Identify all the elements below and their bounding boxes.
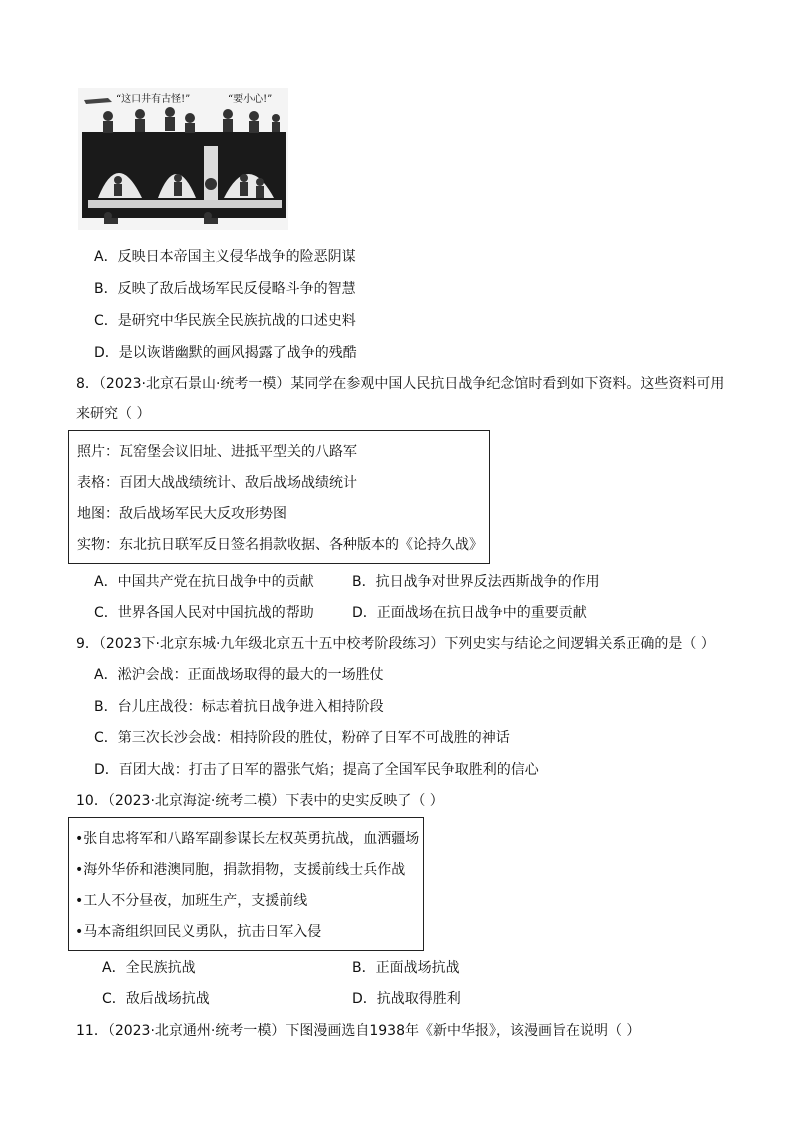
q10-option-b: B．正面战场抗战 [352, 960, 460, 976]
q7-option-c: C．是研究中华民族全民族抗战的口述史料 [94, 313, 356, 329]
q9-option-c: C．第三次长沙会战：相持阶段的胜仗，粉碎了日军不可战胜的神话 [94, 730, 510, 746]
q10-option-a: A．全民族抗战 [102, 960, 196, 976]
q10-material-4: •马本斋组织回民义勇队，抗击日军入侵 [75, 924, 322, 940]
q8-material-object: 实物：东北抗日联军反日签名捐款收据、各种版本的《论持久战》 [77, 537, 483, 553]
q9-option-a: A．淞沪会战：正面战场取得的最大的一场胜仗 [94, 667, 384, 683]
q8-option-b: B．抗日战争对世界反法西斯战争的作用 [352, 574, 600, 590]
q9-stem: 9．（2023下·北京东城·九年级北京五十五中校考阶段练习）下列史实与结论之间逻辑关系正确的是（ ） [76, 636, 715, 652]
q8-option-d: D．正面战场在抗日战争中的重要贡献 [352, 605, 587, 621]
q8-stem-line1: 8．（2023·北京石景山·统考一模）某同学在参观中国人民抗日战争纪念馆时看到如下资料。这些资料可用 [76, 376, 725, 392]
q10-option-d: D．抗战取得胜利 [352, 991, 461, 1007]
bubble-left-text: “这口井有古怪!” [116, 94, 191, 105]
q11-stem: 11．（2023·北京通州·统考一模）下图漫画选自1938年《新中华报》，该漫画旨在说明（ ） [76, 1023, 641, 1039]
q9-option-b: B．台儿庄战役：标志着抗日战争进入相持阶段 [94, 699, 384, 715]
q8-option-c: C．世界各国人民对中国抗战的帮助 [94, 605, 314, 621]
q8-stem-line2: 来研究（ ） [76, 406, 151, 422]
q10-material-1: •张自忠将军和八路军副参谋长左权英勇抗战，血洒疆场 [75, 831, 420, 847]
q10-material-box [68, 817, 424, 951]
q8-material-table: 表格：百团大战战绩统计、敌后战场战绩统计 [77, 475, 357, 491]
q8-material-map: 地图：敌后战场军民大反攻形势图 [77, 506, 287, 522]
q10-option-c: C．敌后战场抗战 [102, 991, 210, 1007]
q9-option-d: D．百团大战：打击了日军的嚣张气焰；提高了全国军民争取胜利的信心 [94, 762, 539, 778]
q8-option-a: A．中国共产党在抗日战争中的贡献 [94, 574, 314, 590]
q8-material-photo: 照片：瓦窑堡会议旧址、进抵平型关的八路军 [77, 444, 357, 460]
q10-material-3: •工人不分昼夜，加班生产，支援前线 [75, 893, 308, 909]
q10-stem: 10．（2023·北京海淀·统考二模）下表中的史实反映了（ ） [76, 793, 444, 809]
q8-material-box [68, 430, 490, 564]
q7-option-d: D．是以诙谐幽默的画风揭露了战争的残酷 [94, 345, 357, 361]
war-tunnel-cartoon [78, 88, 288, 230]
q7-option-b: B．反映了敌后战场军民反侵略斗争的智慧 [94, 281, 356, 297]
q7-option-a: A．反映日本帝国主义侵华战争的险恶阴谋 [94, 249, 356, 265]
q10-material-2: •海外华侨和港澳同胞，捐款捐物，支援前线士兵作战 [75, 862, 406, 878]
bubble-right-text: “要小心!” [228, 94, 273, 105]
